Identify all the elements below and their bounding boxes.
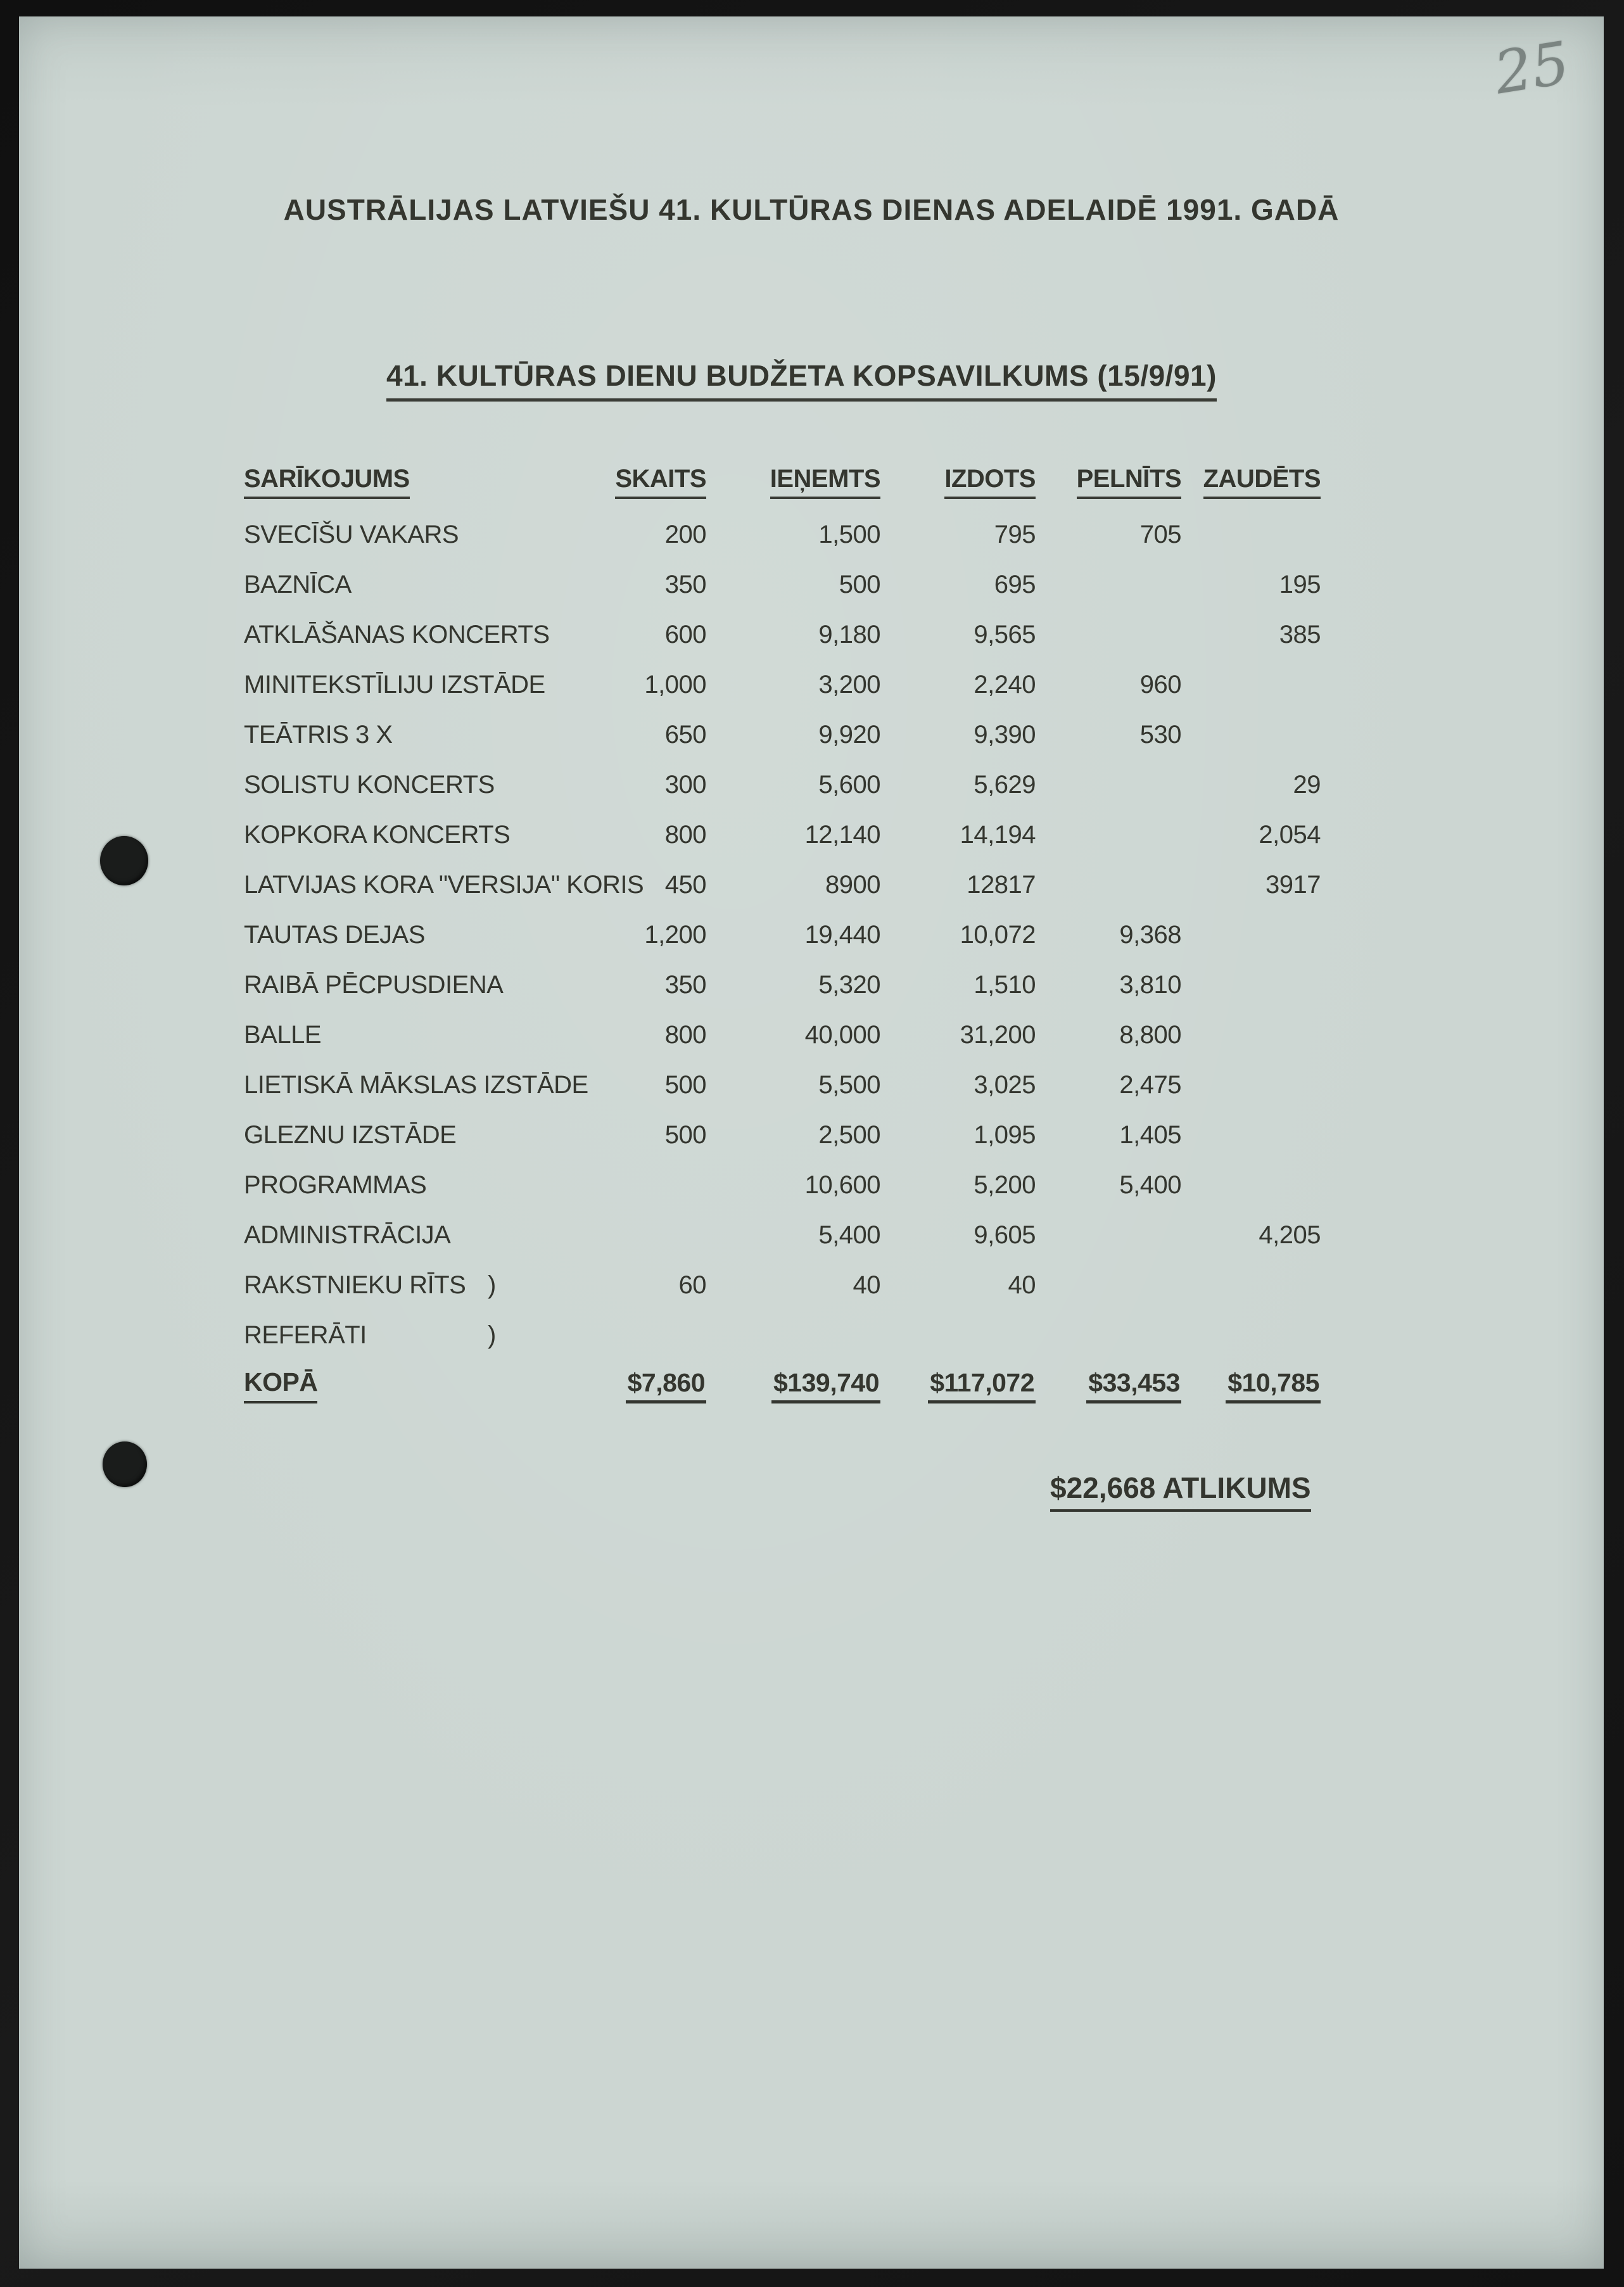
row-value-text: 195 xyxy=(1279,571,1321,599)
column-header xyxy=(611,467,706,508)
row-label xyxy=(244,908,611,958)
row-value xyxy=(1181,1258,1321,1308)
column-header xyxy=(706,467,880,508)
row-value-text: 2,054 xyxy=(1259,821,1321,849)
subtitle: 41. KULTŪRAS DIENU BUDŽETA KOPSAVILKUMS (15/9/91) xyxy=(386,358,1217,402)
row-value xyxy=(706,858,880,908)
budget-table xyxy=(244,467,1321,1409)
row-value-text: 9,390 xyxy=(974,721,1036,749)
row-value xyxy=(1036,1208,1181,1258)
row-label-text: ADMINISTRĀCIJA xyxy=(244,1221,451,1249)
row-label-text: RAIBĀ PĒCPUSDIENA xyxy=(244,971,504,999)
row-value xyxy=(611,1258,706,1308)
row-value-text: 650 xyxy=(664,721,706,749)
row-value-text: 1,500 xyxy=(818,521,880,548)
row-label xyxy=(244,1008,611,1058)
row-value xyxy=(1036,1058,1181,1108)
row-value-text: 9,368 xyxy=(1119,921,1181,949)
row-value xyxy=(1181,1158,1321,1208)
row-value-text: 31,200 xyxy=(960,1021,1036,1049)
column-header xyxy=(880,467,1036,508)
row-value xyxy=(1181,1208,1321,1258)
row-value-text: 60 xyxy=(678,1271,706,1299)
row-label-text: TEĀTRIS 3 X xyxy=(244,721,393,749)
row-label-text: REFERĀTI xyxy=(244,1321,367,1349)
row-value xyxy=(880,808,1036,858)
row-value-text: 2,475 xyxy=(1119,1071,1181,1099)
row-value xyxy=(880,558,1036,608)
total-label xyxy=(244,1359,611,1409)
row-value-text: 40 xyxy=(853,1271,880,1299)
row-label xyxy=(244,858,644,908)
row-value xyxy=(1036,708,1181,758)
row-label xyxy=(244,1108,611,1158)
row-value-text: 1,095 xyxy=(974,1121,1036,1149)
column-header xyxy=(1181,467,1321,508)
row-value xyxy=(611,508,706,558)
row-value-text: 4,205 xyxy=(1259,1221,1321,1249)
row-label-text: MINITEKSTĪLIJU IZSTĀDE xyxy=(244,671,545,699)
column-header-text: PELNĪTS xyxy=(1077,465,1181,499)
row-value-text: 9,180 xyxy=(818,621,880,649)
row-value xyxy=(1181,858,1321,908)
row-value-text: 3,200 xyxy=(818,671,880,699)
row-value xyxy=(1181,758,1321,808)
row-paren: ) xyxy=(488,1321,496,1349)
row-value-text: 12817 xyxy=(967,871,1036,899)
row-value xyxy=(1181,1058,1321,1108)
row-value-text: 9,605 xyxy=(974,1221,1036,1249)
total-value xyxy=(880,1359,1036,1409)
row-value-text: 600 xyxy=(664,621,706,649)
row-value-text: 705 xyxy=(1139,521,1181,548)
total-value xyxy=(1036,1359,1181,1409)
row-value xyxy=(1036,908,1181,958)
row-label-text: GLEZNU IZSTĀDE xyxy=(244,1121,457,1149)
row-label xyxy=(244,558,611,608)
row-value xyxy=(1036,558,1181,608)
row-value xyxy=(611,1008,706,1058)
row-label xyxy=(244,1058,611,1108)
row-value xyxy=(611,608,706,658)
row-paren: ) xyxy=(488,1271,496,1299)
row-value xyxy=(1181,508,1321,558)
row-label-text: SOLISTU KONCERTS xyxy=(244,771,495,799)
row-value-text: 1,510 xyxy=(974,971,1036,999)
total-value-text: $7,860 xyxy=(626,1368,706,1403)
balance-note: $22,668 ATLIKUMS xyxy=(1050,1471,1311,1512)
row-value-text: 3,025 xyxy=(974,1071,1036,1099)
row-value xyxy=(1036,658,1181,708)
row-value xyxy=(611,1208,706,1258)
row-value xyxy=(706,1158,880,1208)
total-value-text: $33,453 xyxy=(1086,1368,1181,1403)
row-value xyxy=(706,558,880,608)
row-value-text: 5,600 xyxy=(818,771,880,799)
row-label-text: BAZNĪCA xyxy=(244,571,352,599)
paper-sheet xyxy=(19,16,1604,2269)
row-value xyxy=(1181,658,1321,708)
row-value-text: 795 xyxy=(994,521,1036,548)
row-value xyxy=(880,608,1036,658)
row-value xyxy=(1181,908,1321,958)
row-value xyxy=(1181,808,1321,858)
row-label xyxy=(244,708,611,758)
row-value xyxy=(880,1158,1036,1208)
row-value xyxy=(706,958,880,1008)
row-value xyxy=(1036,608,1181,658)
row-label-text: ATKLĀŠANAS KONCERTS xyxy=(244,621,550,649)
row-value xyxy=(1036,858,1181,908)
row-value-text: 5,400 xyxy=(1119,1171,1181,1199)
row-label-text: LATVIJAS KORA "VERSIJA" KORIS xyxy=(244,871,644,899)
total-value-text: $139,740 xyxy=(771,1368,880,1403)
row-label-text: TAUTAS DEJAS xyxy=(244,921,425,949)
row-value xyxy=(880,708,1036,758)
row-label xyxy=(244,658,611,708)
row-value xyxy=(1036,1258,1181,1308)
row-value xyxy=(1181,958,1321,1008)
row-value xyxy=(880,758,1036,808)
row-value xyxy=(880,958,1036,1008)
row-value-text: 8900 xyxy=(825,871,880,899)
row-label xyxy=(244,508,611,558)
row-value-text: 5,400 xyxy=(818,1221,880,1249)
row-value xyxy=(1036,1108,1181,1158)
row-label-text: SVECĪŠU VAKARS xyxy=(244,521,459,548)
hole-punch-bottom xyxy=(103,1441,147,1487)
row-value xyxy=(706,758,880,808)
row-value xyxy=(880,1258,1036,1308)
row-label xyxy=(244,1208,611,1258)
row-value-text: 5,629 xyxy=(974,771,1036,799)
row-value-text: 350 xyxy=(664,971,706,999)
row-value-text: 5,200 xyxy=(974,1171,1036,1199)
row-label-text: KOPKORA KONCERTS xyxy=(244,821,511,849)
row-value xyxy=(880,908,1036,958)
row-value xyxy=(611,808,706,858)
row-value xyxy=(880,858,1036,908)
row-label-text: RAKSTNIEKU RĪTS xyxy=(244,1271,466,1299)
row-value-text: 10,600 xyxy=(804,1171,880,1199)
row-label xyxy=(244,1158,611,1208)
total-value-text: $10,785 xyxy=(1226,1368,1321,1403)
row-label xyxy=(244,808,611,858)
row-value xyxy=(611,1308,706,1359)
row-value xyxy=(706,1008,880,1058)
row-value xyxy=(611,908,706,958)
row-value xyxy=(706,1108,880,1158)
row-value xyxy=(706,808,880,858)
row-value-text: 12,140 xyxy=(804,821,880,849)
row-value xyxy=(706,1208,880,1258)
total-value xyxy=(611,1359,706,1409)
row-value xyxy=(1036,758,1181,808)
row-value-text: 300 xyxy=(664,771,706,799)
row-value xyxy=(706,1058,880,1108)
row-value-text: 800 xyxy=(664,1021,706,1049)
row-value xyxy=(706,508,880,558)
row-value xyxy=(1036,958,1181,1008)
row-value xyxy=(706,1308,880,1359)
row-value xyxy=(880,1308,1036,1359)
row-value xyxy=(611,958,706,1008)
row-label xyxy=(244,608,611,658)
row-label xyxy=(244,1308,611,1359)
row-value-text: 40,000 xyxy=(804,1021,880,1049)
page-title: AUSTRĀLIJAS LATVIEŠU 41. KULTŪRAS DIENAS ADELAIDĒ 1991. GADĀ xyxy=(283,193,1340,226)
row-value xyxy=(880,1208,1036,1258)
row-value xyxy=(1181,1108,1321,1158)
row-value xyxy=(1036,1008,1181,1058)
row-value xyxy=(611,1058,706,1108)
row-label-text: PROGRAMMAS xyxy=(244,1171,427,1199)
row-value-text: 800 xyxy=(664,821,706,849)
row-value-text: 29 xyxy=(1293,771,1321,799)
row-value-text: 3917 xyxy=(1266,871,1321,899)
row-value-text: 500 xyxy=(664,1121,706,1149)
row-label-text: BALLE xyxy=(244,1021,322,1049)
total-value xyxy=(1181,1359,1321,1409)
total-value-text: $117,072 xyxy=(928,1368,1036,1403)
row-value xyxy=(1036,1158,1181,1208)
row-value xyxy=(1036,1308,1181,1359)
row-value xyxy=(1036,808,1181,858)
column-header-text: IEŅEMTS xyxy=(770,465,880,499)
row-value-text: 10,072 xyxy=(960,921,1036,949)
row-value-text: 19,440 xyxy=(804,921,880,949)
row-value-text: 9,920 xyxy=(818,721,880,749)
row-value xyxy=(1181,1308,1321,1359)
handwritten-page-number: 25 xyxy=(1490,29,1574,108)
row-label xyxy=(244,958,611,1008)
column-header-text: ZAUDĒTS xyxy=(1203,465,1321,499)
row-value xyxy=(880,508,1036,558)
row-value-text: 5,320 xyxy=(818,971,880,999)
hole-punch-top xyxy=(100,836,148,885)
row-value-text: 695 xyxy=(994,571,1036,599)
column-header-text: SKAITS xyxy=(615,465,706,499)
row-value xyxy=(1181,1008,1321,1058)
row-value xyxy=(880,1058,1036,1108)
row-value-text: 8,800 xyxy=(1119,1021,1181,1049)
row-value xyxy=(611,1108,706,1158)
row-value-text: 200 xyxy=(664,521,706,548)
row-value xyxy=(706,608,880,658)
row-value xyxy=(1181,558,1321,608)
row-value-text: 500 xyxy=(839,571,880,599)
row-value xyxy=(706,908,880,958)
row-value xyxy=(1181,708,1321,758)
row-value-text: 960 xyxy=(1139,671,1181,699)
row-value xyxy=(880,658,1036,708)
column-header xyxy=(1036,467,1181,508)
row-value xyxy=(706,708,880,758)
row-value xyxy=(611,658,706,708)
row-value xyxy=(611,708,706,758)
row-value-text: 2,240 xyxy=(974,671,1036,699)
row-value-text: 2,500 xyxy=(818,1121,880,1149)
row-value xyxy=(880,1008,1036,1058)
column-header-text: SARĪKOJUMS xyxy=(244,465,410,499)
row-value-text: 350 xyxy=(664,571,706,599)
row-label xyxy=(244,758,611,808)
row-value-text: 1,000 xyxy=(644,671,706,699)
row-label-text: LIETISKĀ MĀKSLAS IZSTĀDE xyxy=(244,1071,588,1099)
row-value-text: 14,194 xyxy=(960,821,1036,849)
row-value xyxy=(706,658,880,708)
row-value-text: 40 xyxy=(1008,1271,1036,1299)
total-label-text: KOPĀ xyxy=(244,1367,317,1403)
column-header-text: IZDOTS xyxy=(944,465,1036,499)
row-value-text: 5,500 xyxy=(818,1071,880,1099)
row-value xyxy=(611,558,706,608)
row-value-text: 9,565 xyxy=(974,621,1036,649)
row-value-text: 1,200 xyxy=(644,921,706,949)
row-value-text: 530 xyxy=(1139,721,1181,749)
row-value xyxy=(611,758,706,808)
row-value-text: 1,405 xyxy=(1119,1121,1181,1149)
row-label xyxy=(244,1258,611,1308)
row-value xyxy=(880,1108,1036,1158)
row-value-text: 450 xyxy=(664,871,706,899)
total-value xyxy=(706,1359,880,1409)
row-value xyxy=(1181,608,1321,658)
column-header xyxy=(244,467,611,508)
row-value xyxy=(706,1258,880,1308)
row-value xyxy=(611,1158,706,1208)
row-value-text: 385 xyxy=(1279,621,1321,649)
row-value-text: 3,810 xyxy=(1119,971,1181,999)
row-value xyxy=(1036,508,1181,558)
row-value-text: 500 xyxy=(664,1071,706,1099)
